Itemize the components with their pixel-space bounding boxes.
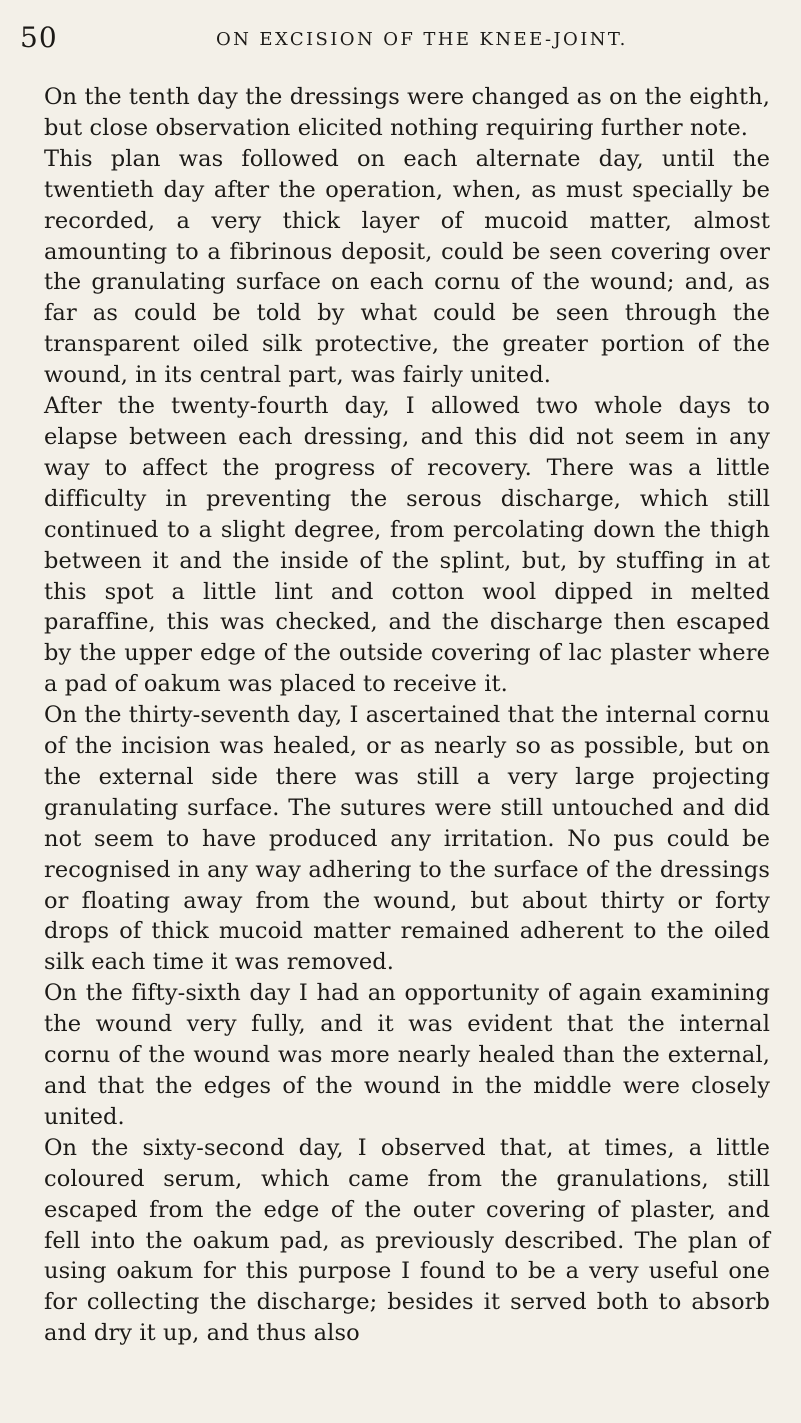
paragraph: After the twenty-fourth day, I allowed two whole days to elapse between each dressing, and this did not seem in any way to affect the progress of recovery. There was a little difficulty in preventing the serous discharge, which still continued to a slight degree, from percolating down the thigh between it and the inside of the splint, but, by stuffing in at this spot a little lint and cotton wool dipped in melted paraffine, this was checked, and the discharge then escaped by the upper edge of the outside covering of lac plaster where a pad of oakum was placed to receive it.	[44, 393, 770, 698]
page-number: 50	[20, 21, 58, 54]
paragraph: On the sixty-second day, I observed that, at times, a little coloured serum, which came from the granulations, still escaped from the edge of the outer covering of plaster, and fell into the oakum pad, as previously described. The plan of using oakum for this purpose I found to be a very useful one for collecting the discharge; besides it served both to absorb and dry it up, and thus also	[44, 1134, 770, 1347]
paragraph: On the fifty-sixth day I had an opportunity of again examining the wound very fully, and it was evident that the internal cornu of the wound was more nearly healed than the external, and that the edges of the wound in the middle were closely united.	[44, 980, 770, 1130]
running-title: ON EXCISION OF THE KNEE-JOINT.	[216, 29, 628, 50]
paragraph: On the tenth day the dressings were changed as on the eighth, but close observation elicited nothing requiring further note.	[44, 84, 770, 141]
paragraph: This plan was followed on each alternate day, until the twentieth day after the operation, when, as must specially be recorded, a very thick layer of mucoid matter, almost amounting to a fibrinous deposit, could be seen covering over the granulating surface on each cornu of the wound; and, as far as could be told by what could be seen through the transparent oiled silk protective, the greater portion of the wound, in its central part, was fairly united.	[44, 145, 770, 389]
page-header	[20, 18, 780, 58]
body-text	[44, 82, 770, 1349]
paragraph: On the thirty-seventh day, I ascertained that the internal cornu of the incision was healed, or as nearly so as possible, but on the external side there was still a very large projecting granulating surface. The sutures were still untouched and did not seem to have produced any irritation. No pus could be recognised in any way adhering to the surface of the dressings or floating away from the wound, but about thirty or forty drops of thick mucoid matter remained adherent to the oiled silk each time it was removed.	[44, 702, 771, 976]
